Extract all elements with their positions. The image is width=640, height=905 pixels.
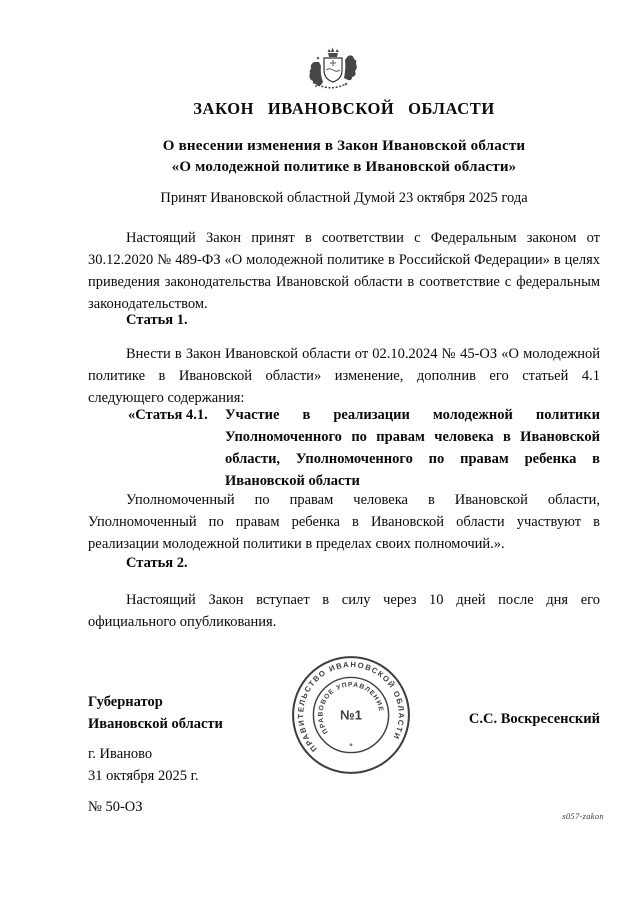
subtitle-line-2: «О молодежной политике в Ивановской области» xyxy=(171,159,517,175)
article-2-body: Настоящий Закон вступает в силу через 10 дней после дня его официального опубликования. xyxy=(88,592,600,630)
legal-department-stamp-icon xyxy=(288,652,414,778)
stamp-inner-text: ПРАВОВОЕ УПРАВЛЕНИЕ xyxy=(317,681,385,735)
inserted-article-heading xyxy=(88,404,600,492)
document-title: ЗАКОН ИВАНОВСКОЙ ОБЛАСТИ xyxy=(193,99,495,118)
signatory-name: С.С. Воскресенский xyxy=(468,711,600,727)
inserted-article-label: «Статья 4.1. xyxy=(128,407,208,423)
stamp-center-number: №1 xyxy=(339,707,363,723)
coat-of-arms-icon xyxy=(304,46,360,96)
signature-place: г. Иваново xyxy=(88,746,153,762)
preamble-paragraph: Настоящий Закон принят в соответствии с Федеральным законом от 30.12.2020 № 489-ФЗ «О молодежной политике в Российской Федерации» в целях приведения законодательства Ивановской области в соответствие с федеральным законодательством. xyxy=(88,230,600,312)
document-number: № 50-ОЗ xyxy=(88,799,143,815)
subtitle-line-1: О внесении изменения в Закон Ивановской области xyxy=(162,138,526,154)
article-2-heading: Статья 2. xyxy=(126,555,188,571)
signatory-post-line-2: Ивановской области xyxy=(88,716,223,732)
adoption-line: Принят Ивановской областной Думой 23 октября 2025 года xyxy=(160,190,528,206)
article-1-heading: Статья 1. xyxy=(126,312,188,328)
inserted-article-title: Участие в реализации молодежной политики Уполномоченного по правам человека в Ивановской области, Уполномоченного по правам ребенка в Ивановской области xyxy=(225,407,600,489)
signatory-post-line-1: Губернатор xyxy=(88,694,163,710)
document-subtitle xyxy=(88,136,600,178)
stamp-bottom-mark: * xyxy=(349,741,353,752)
inserted-article-body: Уполномоченный по правам человека в Ивановской области, Уполномоченный по правам ребенка в Ивановской области участвуют в реализации молодежной политики в пределах своих полномочий.». xyxy=(88,492,600,552)
stamp-outer-text: ПРАВИТЕЛЬСТВО ИВАНОВСКОЙ ОБЛАСТИ xyxy=(296,660,406,754)
signatory-post xyxy=(88,691,223,735)
article-1-body: Внести в Закон Ивановской области от 02.10.2024 № 45-ОЗ «О молодежной политике в Ивановской области» изменение, дополнив его статьей 4.1 следующего содержания: xyxy=(88,346,600,406)
signature-date: 31 октября 2025 г. xyxy=(88,768,199,784)
footer-file-code: s057-zakon xyxy=(562,811,604,821)
